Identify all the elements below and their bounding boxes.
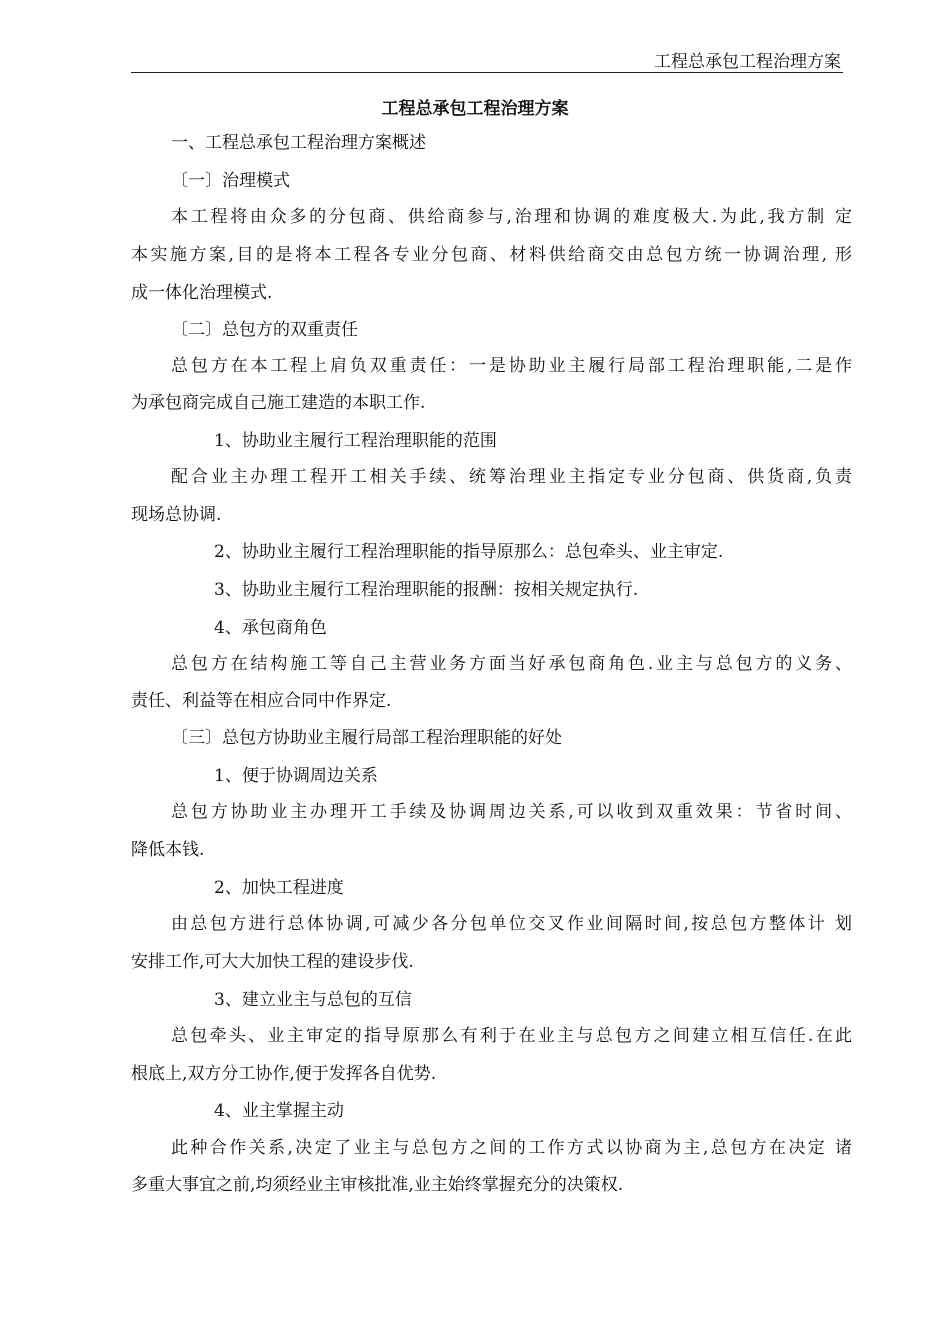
- paragraph-line: 成一体化治理模式.: [131, 283, 273, 303]
- numbered-heading: 4、业主掌握主动: [214, 1101, 344, 1121]
- page-header: [131, 50, 843, 73]
- paragraph-line: 总包牵头、业主审定的指导原那么有利于在业主与总包方之间建立相互信任.在此: [171, 1026, 852, 1046]
- paragraph-line: 现场总协调.: [131, 505, 222, 525]
- numbered-heading: 2、加快工程进度: [214, 878, 344, 898]
- paragraph-line: 根底上,双方分工协作,便于发挥各自优势.: [131, 1064, 437, 1084]
- document-title: 工程总承包工程治理方案: [381, 99, 569, 119]
- paragraph-line: 多重大事宜之前,均须经业主审核批准,业主始终掌握充分的决策权.: [131, 1175, 624, 1195]
- subsection-heading-1: 〔一〕治理模式: [171, 171, 290, 191]
- numbered-heading: 1、协助业主履行工程治理职能的范围: [214, 431, 497, 451]
- paragraph-line: 降低本钱.: [131, 840, 205, 860]
- numbered-item: 3、协助业主履行工程治理职能的报酬：按相关规定执行.: [214, 580, 639, 600]
- numbered-heading: 1、便于协调周边关系: [214, 766, 378, 786]
- numbered-heading: 3、建立业主与总包的互信: [214, 990, 412, 1010]
- paragraph-line: 由总包方进行总体协调,可减少各分包单位交叉作业间隔时间,按总包方整体计 划: [171, 914, 852, 934]
- numbered-heading: 4、承包商角色: [214, 618, 327, 638]
- numbered-item: 2、协助业主履行工程治理职能的指导原那么：总包牵头、业主审定.: [214, 542, 724, 562]
- running-title: 工程总承包工程治理方案: [654, 52, 841, 72]
- paragraph-line: 为承包商完成自己施工建造的本职工作.: [131, 393, 426, 413]
- paragraph-line: 责任、利益等在相应合同中作界定.: [131, 691, 392, 711]
- paragraph-line: 总包方在本工程上肩负双重责任：一是协助业主履行局部工程治理职能,二是作: [171, 356, 852, 376]
- subsection-heading-2: 〔二〕总包方的双重责任: [171, 320, 358, 340]
- paragraph-line: 总包方在结构施工等自己主营业务方面当好承包商角色.业主与总包方的义务、: [171, 654, 852, 674]
- paragraph-line: 安排工作,可大大加快工程的建设步伐.: [131, 952, 414, 972]
- subsection-heading-3: 〔三〕总包方协助业主履行局部工程治理职能的好处: [171, 728, 562, 748]
- paragraph-line: 配合业主办理工程开工相关手续、统筹治理业主指定专业分包商、供货商,负责: [171, 467, 852, 487]
- paragraph-line: 总包方协助业主办理开工手续及协调周边关系,可以收到双重效果：节省时间、: [171, 802, 852, 822]
- paragraph-line: 本实施方案,目的是将本工程各专业分包商、材料供给商交由总包方统一协调治理, 形: [131, 245, 852, 265]
- paragraph-line: 本工程将由众多的分包商、供给商参与,治理和协调的难度极大.为此,我方制 定: [171, 207, 852, 227]
- section-heading-1: 一、工程总承包工程治理方案概述: [171, 133, 426, 153]
- paragraph-line: 此种合作关系,决定了业主与总包方之间的工作方式以协商为主,总包方在决定 诸: [171, 1138, 852, 1158]
